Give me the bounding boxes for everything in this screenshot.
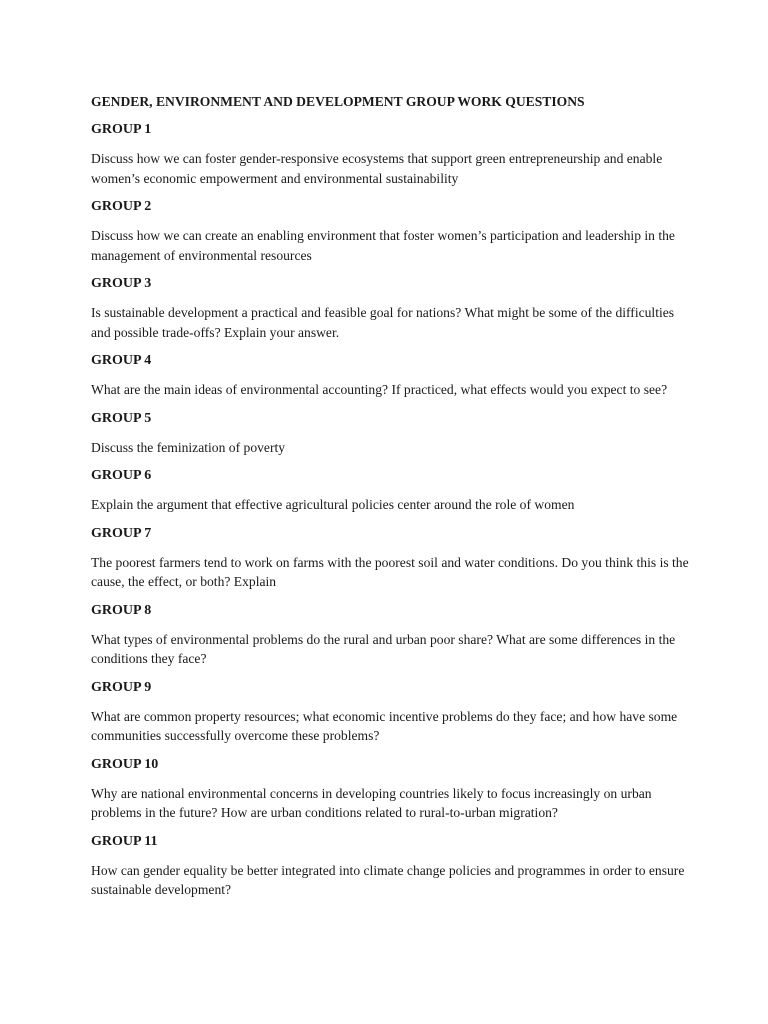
group-section-9 (91, 678, 691, 746)
group-question: What types of environmental problems do the rural and urban poor share? What are some differences in the conditions they face? (91, 631, 676, 666)
group-question: Discuss how we can foster gender-responsive ecosystems that support green entrepreneurship and enable women’s economic empowerment and environmental sustainability (91, 151, 663, 186)
group-question: Why are national environmental concerns in developing countries likely to focus increasingly on urban problems in the future? How are urban conditions related to rural-to-urban migration? (91, 785, 652, 820)
group-section-10 (91, 755, 691, 823)
group-section-3 (91, 274, 691, 342)
group-section-5 (91, 409, 691, 458)
group-section-7 (91, 524, 691, 592)
group-heading: GROUP 5 (91, 410, 152, 426)
group-question: How can gender equality be better integrated into climate change policies and programmes in order to ensure sustainable development? (91, 862, 685, 897)
group-section-4 (91, 351, 691, 400)
group-heading: GROUP 1 (91, 122, 152, 137)
group-section-2 (91, 197, 691, 265)
group-heading: GROUP 9 (91, 679, 152, 695)
group-question: The poorest farmers tend to work on farms with the poorest soil and water conditions. Do you think this is the cause, the effect, or both? Explain (91, 554, 689, 589)
group-question: Is sustainable development a practical and feasible goal for nations? What might be some of the difficulties and possible trade-offs? Explain your answer. (91, 305, 675, 340)
document-title: GENDER, ENVIRONMENT AND DEVELOPMENT GROUP WORK QUESTIONS (91, 94, 585, 109)
group-section-6 (91, 466, 691, 515)
group-question: What are the main ideas of environmental accounting? If practiced, what effects would you expect to see? (91, 382, 668, 397)
group-heading: GROUP 7 (91, 525, 152, 541)
group-heading: GROUP 11 (91, 833, 158, 849)
group-section-11 (91, 832, 691, 900)
group-section-8 (91, 601, 691, 669)
group-question: Discuss how we can create an enabling environment that foster women’s participation and leadership in the management of environmental resources (91, 228, 675, 263)
group-section-1 (91, 120, 691, 188)
group-heading: GROUP 4 (91, 353, 152, 368)
group-heading: GROUP 2 (91, 199, 152, 214)
group-heading: GROUP 10 (91, 756, 159, 772)
document-body (91, 92, 691, 909)
group-question: Explain the argument that effective agricultural policies center around the role of women (91, 497, 575, 512)
group-heading: GROUP 8 (91, 602, 152, 618)
group-heading: GROUP 3 (91, 276, 152, 291)
group-heading: GROUP 6 (91, 468, 152, 483)
group-question: Discuss the feminization of poverty (91, 439, 286, 455)
group-question: What are common property resources; what economic incentive problems do they face; and how have some communities successfully overcome these problems? (91, 708, 678, 743)
